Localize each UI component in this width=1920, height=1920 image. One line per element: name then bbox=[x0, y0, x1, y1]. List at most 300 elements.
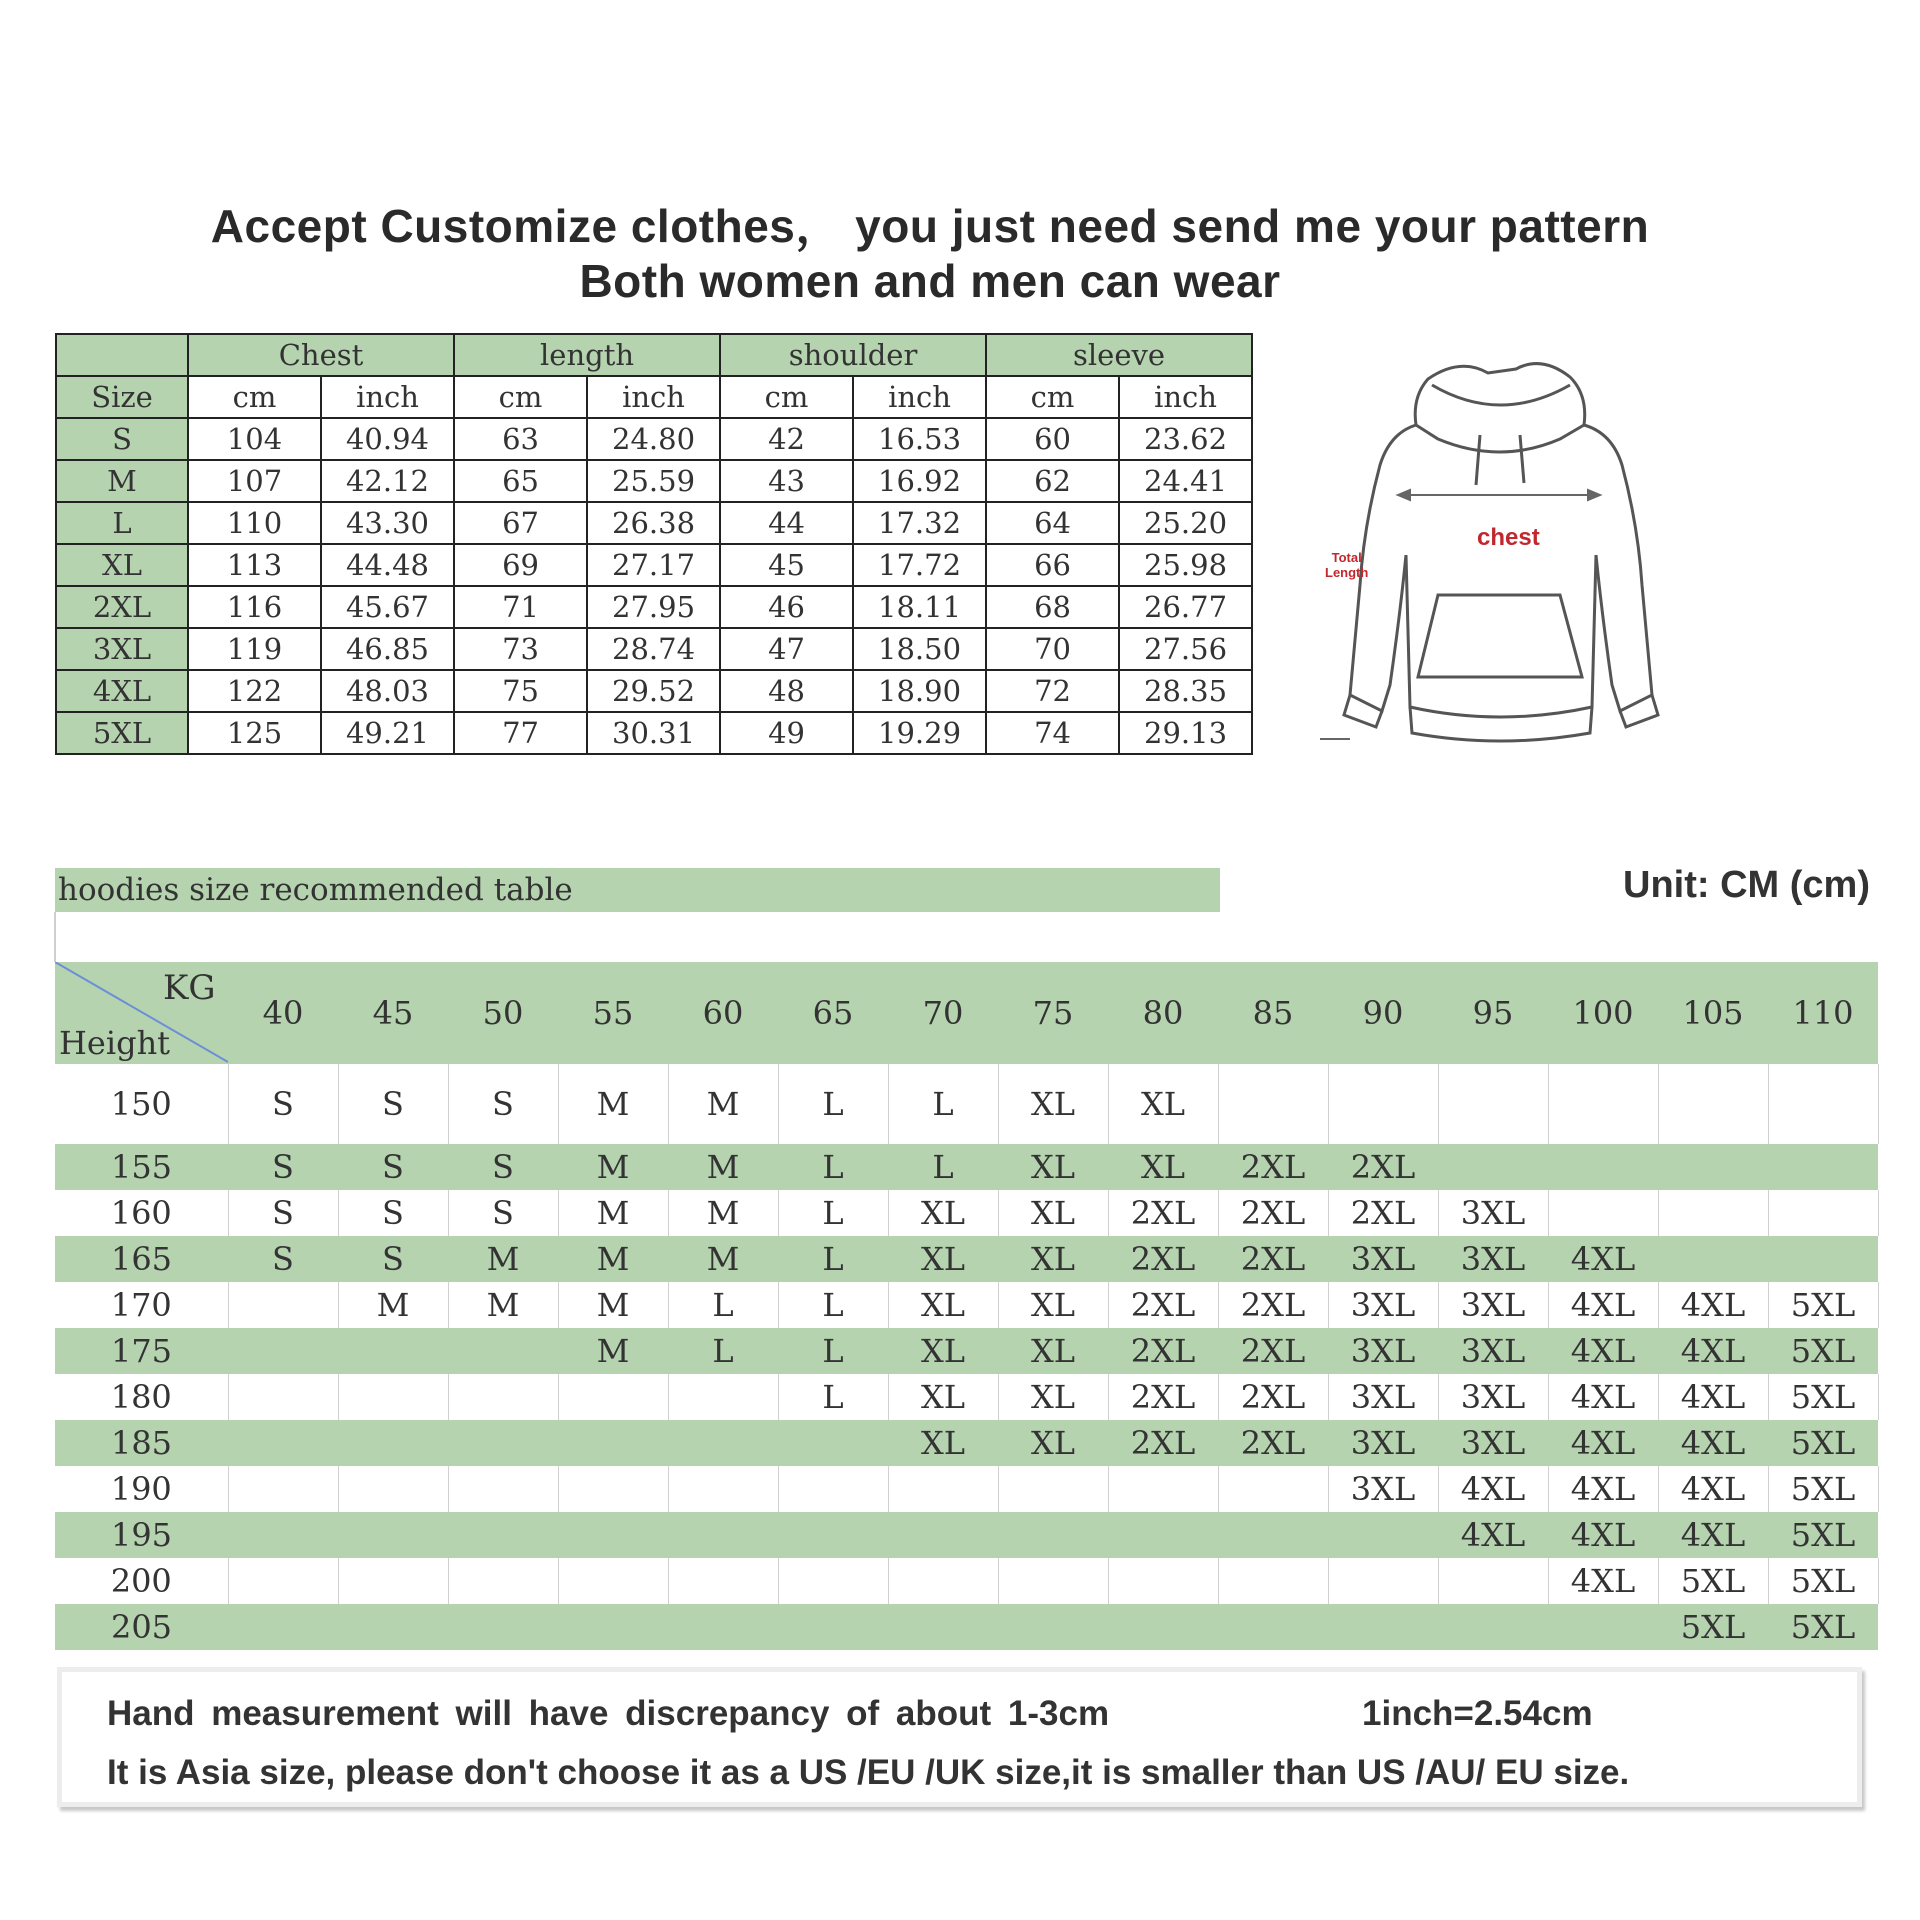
size-cell bbox=[888, 1558, 998, 1604]
spec-value-cell: 48.03 bbox=[321, 670, 454, 712]
spec-value-cell: 45.67 bbox=[321, 586, 454, 628]
size-cell bbox=[228, 1466, 338, 1512]
size-cell: 3XL bbox=[1328, 1374, 1438, 1420]
size-cell bbox=[448, 1374, 558, 1420]
spec-value-cell: 104 bbox=[188, 418, 321, 460]
height-cell: 200 bbox=[55, 1558, 228, 1604]
spec-value-cell: 73 bbox=[454, 628, 587, 670]
size-cell bbox=[448, 1466, 558, 1512]
note-discrepancy: Hand measurement will have discrepancy of about 1-3cm bbox=[107, 1694, 1110, 1733]
size-cell bbox=[1438, 1604, 1548, 1650]
spec-value-cell: 110 bbox=[188, 502, 321, 544]
recommend-row bbox=[55, 1374, 1878, 1420]
spec-value-cell: 77 bbox=[454, 712, 587, 754]
spec-value-cell: 46 bbox=[720, 586, 853, 628]
size-cell: XL bbox=[888, 1374, 998, 1420]
size-cell: S bbox=[448, 1190, 558, 1236]
spec-unit-inch: inch bbox=[853, 376, 986, 418]
spec-value-cell: 24.41 bbox=[1119, 460, 1252, 502]
spec-row bbox=[56, 460, 1252, 502]
size-cell bbox=[1328, 1558, 1438, 1604]
spec-value-cell: 47 bbox=[720, 628, 853, 670]
divider bbox=[54, 912, 56, 962]
spec-unit-inch: inch bbox=[1119, 376, 1252, 418]
size-cell: 3XL bbox=[1438, 1236, 1548, 1282]
spec-group-header: sleeve bbox=[986, 334, 1252, 376]
size-cell: 4XL bbox=[1548, 1558, 1658, 1604]
size-cell: XL bbox=[998, 1282, 1108, 1328]
size-cell: 5XL bbox=[1768, 1374, 1878, 1420]
size-cell bbox=[1658, 1190, 1768, 1236]
spec-size-cell: M bbox=[56, 460, 188, 502]
size-cell bbox=[778, 1558, 888, 1604]
size-cell bbox=[888, 1512, 998, 1558]
size-cell: XL bbox=[998, 1236, 1108, 1282]
recommend-row bbox=[55, 1466, 1878, 1512]
size-cell bbox=[338, 1328, 448, 1374]
spec-value-cell: 24.80 bbox=[587, 418, 720, 460]
size-cell: 3XL bbox=[1328, 1282, 1438, 1328]
spec-value-cell: 25.59 bbox=[587, 460, 720, 502]
spec-row bbox=[56, 544, 1252, 586]
size-cell: L bbox=[778, 1064, 888, 1144]
size-cell: 2XL bbox=[1108, 1236, 1218, 1282]
size-cell: 3XL bbox=[1438, 1282, 1548, 1328]
size-cell bbox=[338, 1512, 448, 1558]
spec-value-cell: 16.92 bbox=[853, 460, 986, 502]
size-cell: 3XL bbox=[1438, 1328, 1548, 1374]
size-cell bbox=[558, 1558, 668, 1604]
spec-unit-cm: cm bbox=[720, 376, 853, 418]
spec-unit-row bbox=[56, 376, 1252, 418]
size-cell: 4XL bbox=[1548, 1420, 1658, 1466]
size-cell: M bbox=[448, 1282, 558, 1328]
size-cell: L bbox=[778, 1374, 888, 1420]
weight-header: 45 bbox=[338, 962, 448, 1064]
spec-value-cell: 125 bbox=[188, 712, 321, 754]
size-cell bbox=[448, 1512, 558, 1558]
size-cell bbox=[448, 1328, 558, 1374]
spec-row bbox=[56, 628, 1252, 670]
size-cell: L bbox=[888, 1064, 998, 1144]
hoodie-diagram bbox=[1320, 355, 1760, 755]
spec-value-cell: 29.13 bbox=[1119, 712, 1252, 754]
size-cell: 5XL bbox=[1658, 1604, 1768, 1650]
spec-value-cell: 44 bbox=[720, 502, 853, 544]
size-cell: 4XL bbox=[1548, 1374, 1658, 1420]
total-length-label-line2: Length bbox=[1325, 565, 1369, 580]
size-cell: XL bbox=[888, 1236, 998, 1282]
size-cell: 3XL bbox=[1438, 1190, 1548, 1236]
size-cell: 2XL bbox=[1218, 1282, 1328, 1328]
size-cell bbox=[668, 1604, 778, 1650]
spec-value-cell: 75 bbox=[454, 670, 587, 712]
spec-value-cell: 28.35 bbox=[1119, 670, 1252, 712]
size-cell: 2XL bbox=[1108, 1328, 1218, 1374]
spec-value-cell: 18.50 bbox=[853, 628, 986, 670]
size-cell bbox=[558, 1420, 668, 1466]
weight-header: 80 bbox=[1108, 962, 1218, 1064]
size-cell bbox=[1328, 1064, 1438, 1144]
spec-value-cell: 63 bbox=[454, 418, 587, 460]
height-cell: 190 bbox=[55, 1466, 228, 1512]
size-cell bbox=[1768, 1190, 1878, 1236]
size-cell: 4XL bbox=[1658, 1512, 1768, 1558]
size-recommendation-table bbox=[55, 962, 1879, 1650]
spec-value-cell: 45 bbox=[720, 544, 853, 586]
spec-value-cell: 16.53 bbox=[853, 418, 986, 460]
size-cell bbox=[778, 1466, 888, 1512]
size-cell: M bbox=[668, 1144, 778, 1190]
height-cell: 165 bbox=[55, 1236, 228, 1282]
size-cell: 5XL bbox=[1768, 1604, 1878, 1650]
size-cell: L bbox=[888, 1144, 998, 1190]
size-cell: 4XL bbox=[1658, 1282, 1768, 1328]
size-cell: 3XL bbox=[1328, 1236, 1438, 1282]
size-cell bbox=[228, 1282, 338, 1328]
weight-header: 75 bbox=[998, 962, 1108, 1064]
size-cell: XL bbox=[998, 1328, 1108, 1374]
size-cell: L bbox=[778, 1282, 888, 1328]
size-cell: S bbox=[448, 1064, 558, 1144]
size-cell bbox=[1218, 1604, 1328, 1650]
size-cell bbox=[558, 1374, 668, 1420]
spec-value-cell: 26.77 bbox=[1119, 586, 1252, 628]
size-cell bbox=[1548, 1604, 1658, 1650]
size-cell: 2XL bbox=[1328, 1144, 1438, 1190]
spec-size-cell: XL bbox=[56, 544, 188, 586]
size-cell bbox=[1218, 1512, 1328, 1558]
size-cell bbox=[228, 1420, 338, 1466]
size-cell bbox=[448, 1420, 558, 1466]
spec-row bbox=[56, 712, 1252, 754]
spec-value-cell: 119 bbox=[188, 628, 321, 670]
weight-header: 110 bbox=[1768, 962, 1878, 1064]
recommend-row bbox=[55, 1604, 1878, 1650]
spec-unit-cm: cm bbox=[986, 376, 1119, 418]
size-cell: 2XL bbox=[1218, 1328, 1328, 1374]
weight-header: 40 bbox=[228, 962, 338, 1064]
spec-unit-cm: cm bbox=[188, 376, 321, 418]
total-length-label bbox=[1325, 550, 1368, 580]
recommend-corner-cell bbox=[55, 962, 228, 1064]
size-cell: 2XL bbox=[1328, 1190, 1438, 1236]
spec-value-cell: 25.20 bbox=[1119, 502, 1252, 544]
size-cell bbox=[338, 1374, 448, 1420]
recommend-row bbox=[55, 1328, 1878, 1374]
height-cell: 180 bbox=[55, 1374, 228, 1420]
spec-value-cell: 70 bbox=[986, 628, 1119, 670]
size-cell: S bbox=[338, 1144, 448, 1190]
measurement-note-box bbox=[57, 1667, 1862, 1807]
size-cell: XL bbox=[1108, 1144, 1218, 1190]
spec-value-cell: 68 bbox=[986, 586, 1119, 628]
weight-header: 95 bbox=[1438, 962, 1548, 1064]
spec-value-cell: 42 bbox=[720, 418, 853, 460]
size-cell: L bbox=[668, 1282, 778, 1328]
spec-value-cell: 66 bbox=[986, 544, 1119, 586]
size-cell bbox=[1218, 1064, 1328, 1144]
size-cell: 3XL bbox=[1328, 1328, 1438, 1374]
spec-row bbox=[56, 418, 1252, 460]
size-cell bbox=[338, 1466, 448, 1512]
spec-value-cell: 27.95 bbox=[587, 586, 720, 628]
height-cell: 185 bbox=[55, 1420, 228, 1466]
unit-label: Unit: CM (cm) bbox=[1623, 864, 1870, 906]
size-cell bbox=[1548, 1144, 1658, 1190]
height-cell: 195 bbox=[55, 1512, 228, 1558]
size-cell: S bbox=[338, 1064, 448, 1144]
hoodie-outline bbox=[1344, 364, 1658, 741]
spec-value-cell: 40.94 bbox=[321, 418, 454, 460]
size-cell: 2XL bbox=[1218, 1374, 1328, 1420]
spec-group-row bbox=[56, 334, 1252, 376]
spec-size-cell: 3XL bbox=[56, 628, 188, 670]
size-cell bbox=[1658, 1236, 1768, 1282]
spec-value-cell: 17.32 bbox=[853, 502, 986, 544]
spec-group-header: shoulder bbox=[720, 334, 986, 376]
weight-header: 100 bbox=[1548, 962, 1658, 1064]
size-cell bbox=[1218, 1466, 1328, 1512]
spec-size-cell: S bbox=[56, 418, 188, 460]
headline-customize: Accept Customize clothes， you just need send me your pattern bbox=[210, 200, 1650, 252]
spec-value-cell: 43.30 bbox=[321, 502, 454, 544]
size-cell bbox=[448, 1604, 558, 1650]
size-cell: 4XL bbox=[1548, 1236, 1658, 1282]
spec-value-cell: 44.48 bbox=[321, 544, 454, 586]
spec-size-cell: 5XL bbox=[56, 712, 188, 754]
size-cell: 4XL bbox=[1548, 1328, 1658, 1374]
size-cell: 2XL bbox=[1108, 1190, 1218, 1236]
size-cell: M bbox=[558, 1064, 668, 1144]
size-cell bbox=[998, 1466, 1108, 1512]
spec-group-header: length bbox=[454, 334, 720, 376]
spec-corner-cell bbox=[56, 334, 188, 376]
spec-value-cell: 113 bbox=[188, 544, 321, 586]
size-cell: 2XL bbox=[1218, 1420, 1328, 1466]
spec-group-header: Chest bbox=[188, 334, 454, 376]
spec-value-cell: 18.90 bbox=[853, 670, 986, 712]
size-cell: M bbox=[668, 1064, 778, 1144]
spec-value-cell: 67 bbox=[454, 502, 587, 544]
size-cell bbox=[1108, 1466, 1218, 1512]
size-cell: 2XL bbox=[1218, 1190, 1328, 1236]
note-asia-size: It is Asia size, please don't choose it as a US /EU /UK size,it is smaller than US /AU/ EU size. bbox=[107, 1753, 1630, 1792]
weight-header: 65 bbox=[778, 962, 888, 1064]
size-cell: XL bbox=[888, 1282, 998, 1328]
size-cell: 2XL bbox=[1108, 1420, 1218, 1466]
recommend-title: hoodies size recommended table bbox=[58, 872, 573, 908]
spec-value-cell: 19.29 bbox=[853, 712, 986, 754]
size-cell bbox=[1438, 1064, 1548, 1144]
size-cell: 4XL bbox=[1548, 1282, 1658, 1328]
size-cell: 5XL bbox=[1768, 1420, 1878, 1466]
size-cell bbox=[338, 1604, 448, 1650]
size-cell: 5XL bbox=[1768, 1282, 1878, 1328]
recommend-row bbox=[55, 1282, 1878, 1328]
recommend-row bbox=[55, 1144, 1878, 1190]
size-cell: S bbox=[228, 1190, 338, 1236]
size-cell bbox=[1548, 1064, 1658, 1144]
recommend-header-row bbox=[55, 962, 1878, 1064]
size-cell: L bbox=[778, 1144, 888, 1190]
size-measurement-table bbox=[55, 333, 1253, 755]
size-cell bbox=[998, 1512, 1108, 1558]
size-cell: S bbox=[228, 1236, 338, 1282]
size-cell: XL bbox=[888, 1190, 998, 1236]
spec-unit-cm: cm bbox=[454, 376, 587, 418]
size-cell bbox=[668, 1558, 778, 1604]
size-cell bbox=[1438, 1558, 1548, 1604]
spec-value-cell: 71 bbox=[454, 586, 587, 628]
size-cell bbox=[998, 1604, 1108, 1650]
size-cell bbox=[668, 1420, 778, 1466]
size-cell: 5XL bbox=[1768, 1466, 1878, 1512]
size-cell: M bbox=[448, 1236, 558, 1282]
recommend-row bbox=[55, 1420, 1878, 1466]
chest-label: chest bbox=[1477, 524, 1540, 551]
size-cell bbox=[1768, 1064, 1878, 1144]
spec-value-cell: 30.31 bbox=[587, 712, 720, 754]
size-cell: M bbox=[558, 1144, 668, 1190]
spec-unit-inch: inch bbox=[321, 376, 454, 418]
corner-kg-label: KG bbox=[163, 968, 216, 1008]
size-cell: XL bbox=[888, 1420, 998, 1466]
spec-value-cell: 18.11 bbox=[853, 586, 986, 628]
size-cell: M bbox=[558, 1236, 668, 1282]
size-cell: M bbox=[338, 1282, 448, 1328]
spec-value-cell: 17.72 bbox=[853, 544, 986, 586]
height-cell: 155 bbox=[55, 1144, 228, 1190]
spec-value-cell: 27.56 bbox=[1119, 628, 1252, 670]
size-cell: XL bbox=[998, 1420, 1108, 1466]
height-cell: 205 bbox=[55, 1604, 228, 1650]
size-cell: S bbox=[228, 1144, 338, 1190]
size-cell: 3XL bbox=[1328, 1466, 1438, 1512]
size-cell bbox=[888, 1604, 998, 1650]
size-cell: 5XL bbox=[1768, 1328, 1878, 1374]
size-cell: 3XL bbox=[1328, 1420, 1438, 1466]
spec-unit-inch: inch bbox=[587, 376, 720, 418]
size-cell: XL bbox=[1108, 1064, 1218, 1144]
size-cell bbox=[1108, 1512, 1218, 1558]
spec-value-cell: 69 bbox=[454, 544, 587, 586]
size-cell: 2XL bbox=[1108, 1374, 1218, 1420]
spec-value-cell: 25.98 bbox=[1119, 544, 1252, 586]
size-cell bbox=[228, 1328, 338, 1374]
size-cell bbox=[558, 1512, 668, 1558]
size-cell: M bbox=[668, 1190, 778, 1236]
spec-value-cell: 26.38 bbox=[587, 502, 720, 544]
spec-size-cell: 2XL bbox=[56, 586, 188, 628]
size-cell: 2XL bbox=[1218, 1236, 1328, 1282]
recommend-row bbox=[55, 1064, 1878, 1144]
size-cell: S bbox=[338, 1236, 448, 1282]
size-cell: 5XL bbox=[1768, 1558, 1878, 1604]
spec-value-cell: 29.52 bbox=[587, 670, 720, 712]
corner-height-label: Height bbox=[59, 1024, 171, 1062]
size-cell: S bbox=[228, 1064, 338, 1144]
weight-header: 55 bbox=[558, 962, 668, 1064]
spec-value-cell: 122 bbox=[188, 670, 321, 712]
height-cell: 175 bbox=[55, 1328, 228, 1374]
size-cell bbox=[668, 1466, 778, 1512]
size-cell: M bbox=[558, 1282, 668, 1328]
size-cell bbox=[1108, 1604, 1218, 1650]
spec-value-cell: 42.12 bbox=[321, 460, 454, 502]
weight-header: 70 bbox=[888, 962, 998, 1064]
spec-value-cell: 28.74 bbox=[587, 628, 720, 670]
height-cell: 150 bbox=[55, 1064, 228, 1144]
size-cell bbox=[778, 1420, 888, 1466]
size-cell bbox=[998, 1558, 1108, 1604]
size-cell: 4XL bbox=[1548, 1466, 1658, 1512]
recommend-row bbox=[55, 1236, 1878, 1282]
size-cell: 2XL bbox=[1218, 1144, 1328, 1190]
size-cell: XL bbox=[888, 1328, 998, 1374]
size-cell: XL bbox=[998, 1064, 1108, 1144]
size-cell: M bbox=[558, 1190, 668, 1236]
spec-row bbox=[56, 670, 1252, 712]
spec-value-cell: 74 bbox=[986, 712, 1119, 754]
note-inch-conversion: 1inch=2.54cm bbox=[1362, 1694, 1593, 1733]
size-cell: 4XL bbox=[1658, 1328, 1768, 1374]
spec-value-cell: 65 bbox=[454, 460, 587, 502]
weight-header: 50 bbox=[448, 962, 558, 1064]
total-length-label-line1: Total bbox=[1331, 550, 1362, 565]
spec-value-cell: 43 bbox=[720, 460, 853, 502]
height-cell: 170 bbox=[55, 1282, 228, 1328]
size-cell bbox=[448, 1558, 558, 1604]
recommend-row bbox=[55, 1190, 1878, 1236]
size-cell: S bbox=[338, 1190, 448, 1236]
size-cell bbox=[228, 1604, 338, 1650]
size-cell bbox=[888, 1466, 998, 1512]
size-cell bbox=[778, 1604, 888, 1650]
size-cell bbox=[1328, 1604, 1438, 1650]
size-cell bbox=[1328, 1512, 1438, 1558]
spec-row bbox=[56, 502, 1252, 544]
size-cell: M bbox=[558, 1328, 668, 1374]
size-cell bbox=[1438, 1144, 1548, 1190]
weight-header: 105 bbox=[1658, 962, 1768, 1064]
size-cell bbox=[558, 1466, 668, 1512]
spec-value-cell: 23.62 bbox=[1119, 418, 1252, 460]
spec-value-cell: 48 bbox=[720, 670, 853, 712]
height-cell: 160 bbox=[55, 1190, 228, 1236]
size-cell bbox=[668, 1374, 778, 1420]
size-cell: S bbox=[448, 1144, 558, 1190]
size-cell bbox=[1658, 1064, 1768, 1144]
size-cell bbox=[228, 1558, 338, 1604]
size-cell: XL bbox=[998, 1374, 1108, 1420]
size-cell bbox=[1768, 1144, 1878, 1190]
size-cell: 3XL bbox=[1438, 1420, 1548, 1466]
size-cell: 5XL bbox=[1658, 1558, 1768, 1604]
spec-value-cell: 62 bbox=[986, 460, 1119, 502]
size-cell bbox=[338, 1558, 448, 1604]
spec-value-cell: 64 bbox=[986, 502, 1119, 544]
spec-value-cell: 27.17 bbox=[587, 544, 720, 586]
spec-value-cell: 60 bbox=[986, 418, 1119, 460]
size-cell bbox=[1108, 1558, 1218, 1604]
size-cell bbox=[1658, 1144, 1768, 1190]
size-cell: 4XL bbox=[1438, 1512, 1548, 1558]
spec-row bbox=[56, 586, 1252, 628]
size-cell bbox=[778, 1512, 888, 1558]
spec-size-cell: 4XL bbox=[56, 670, 188, 712]
spec-value-cell: 49 bbox=[720, 712, 853, 754]
